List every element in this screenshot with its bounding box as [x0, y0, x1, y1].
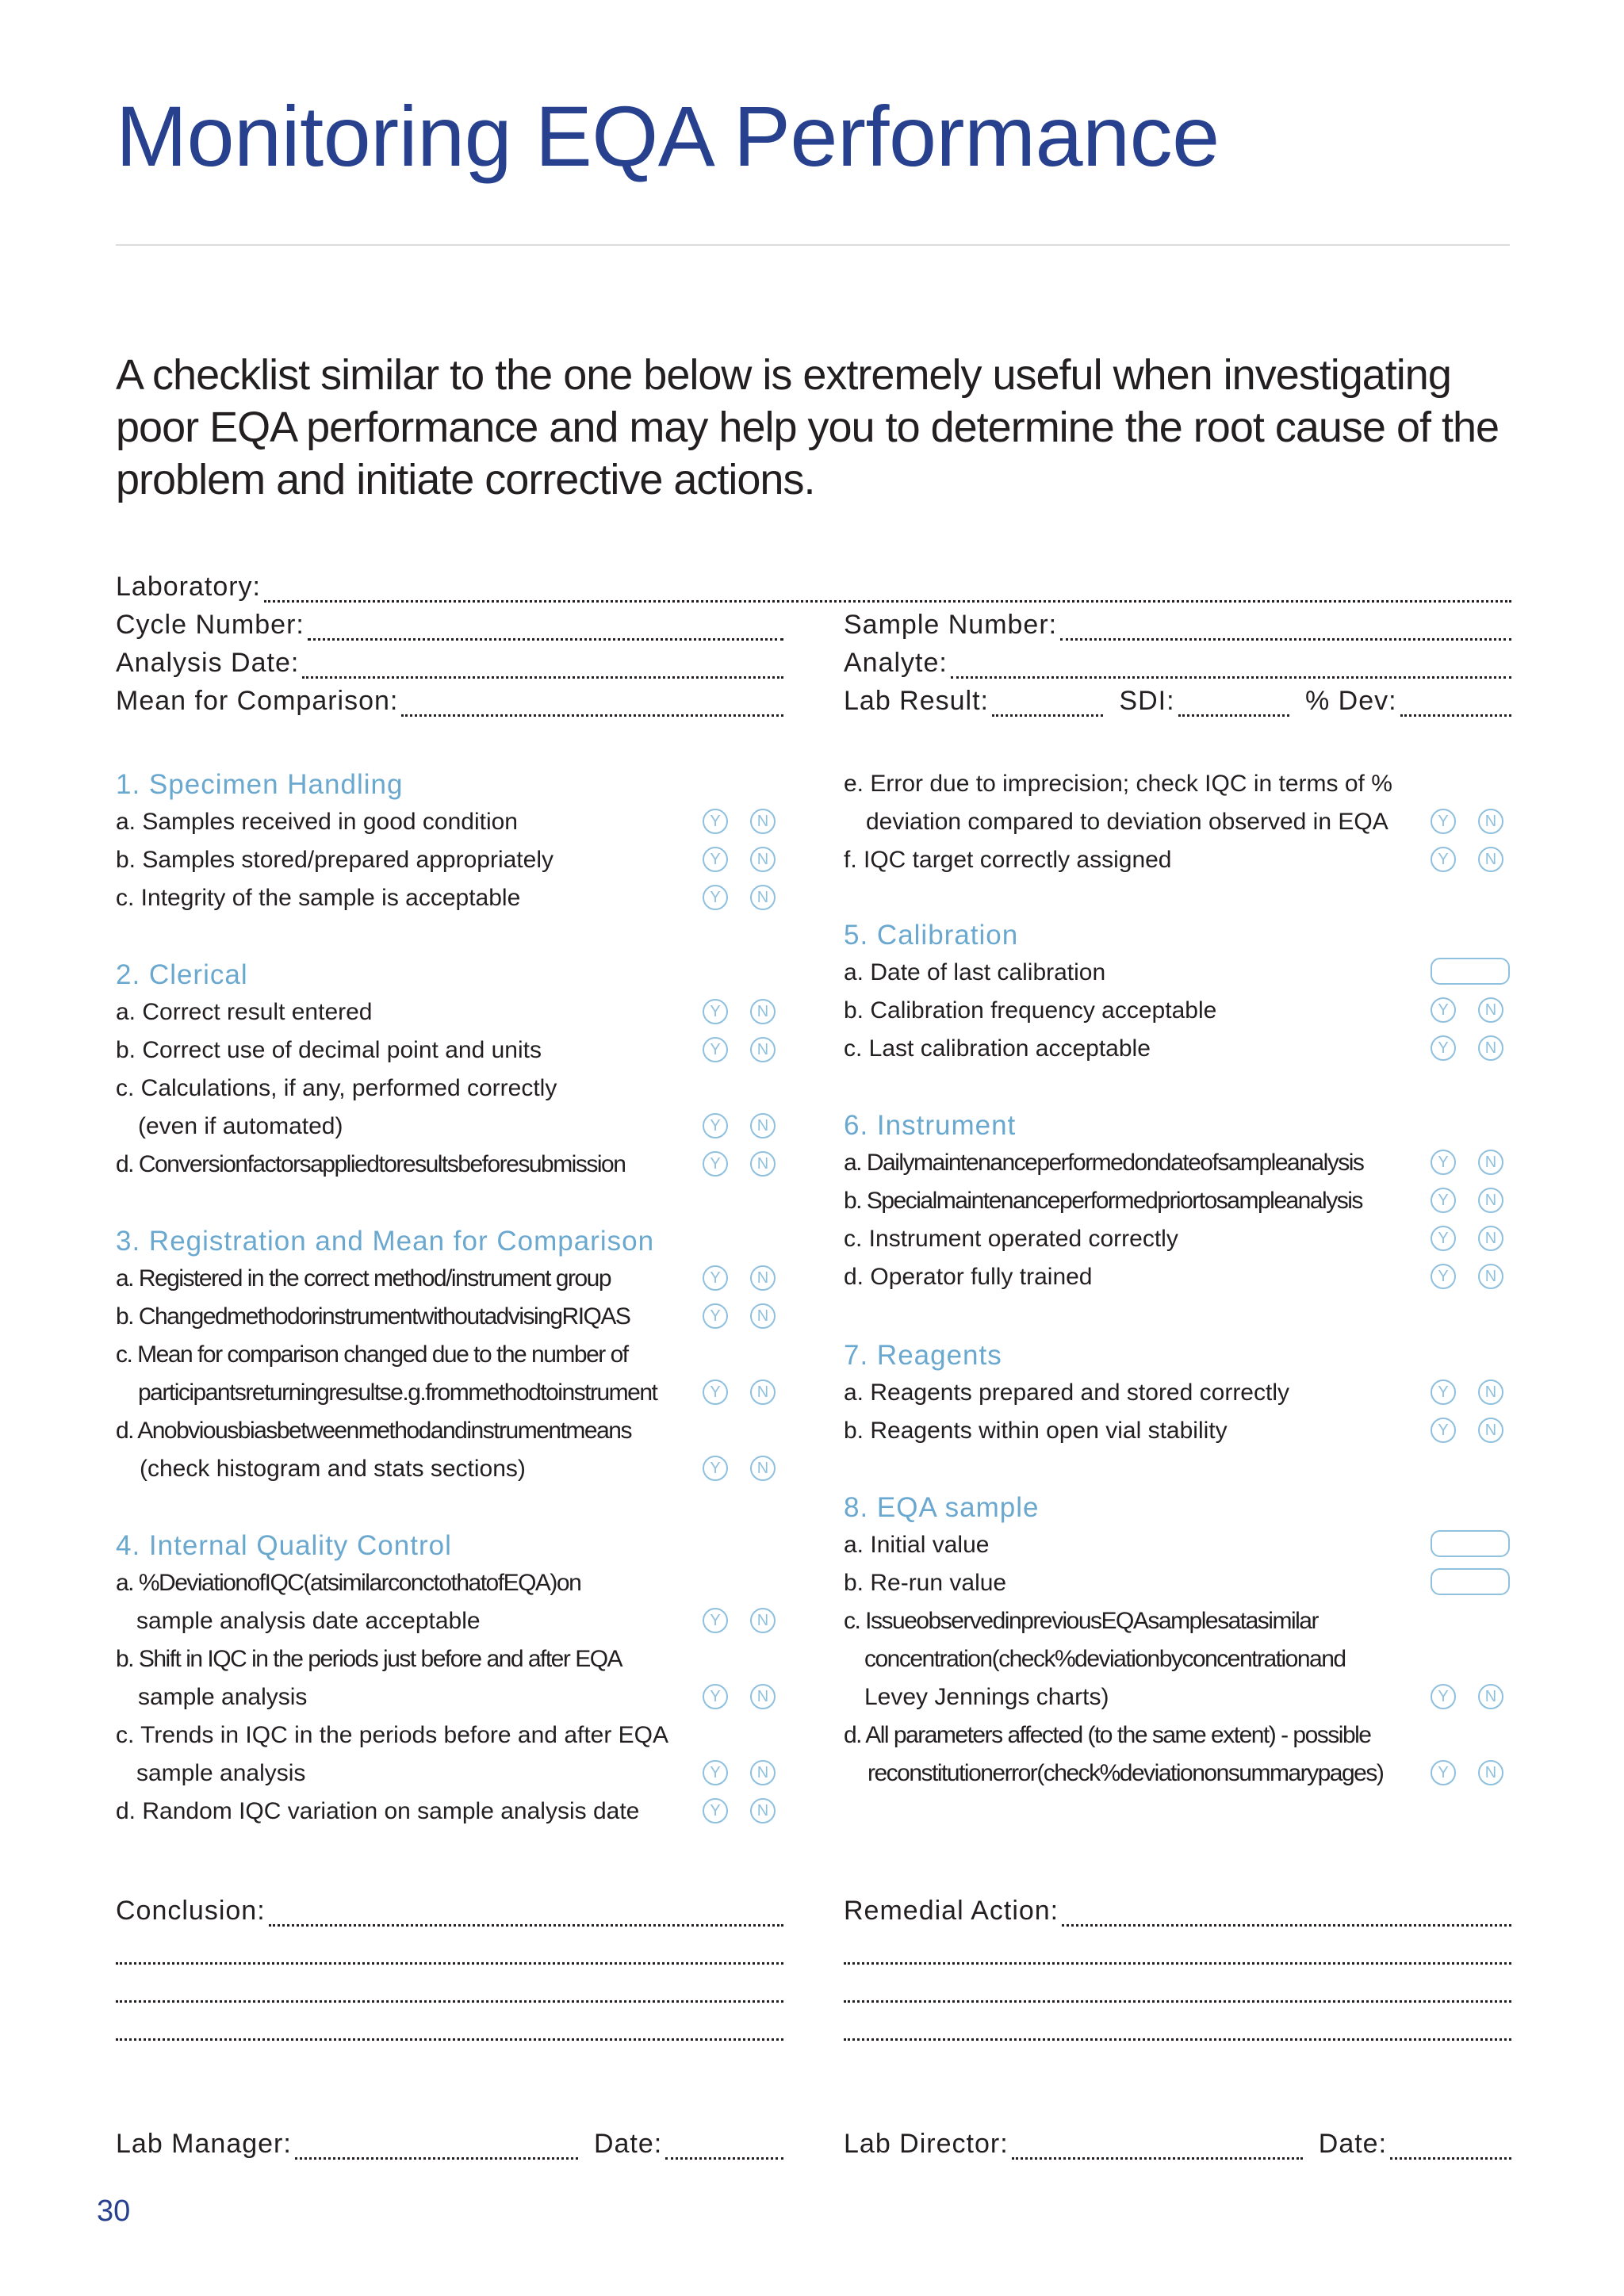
- yes-no-options: [703, 809, 776, 834]
- left-checklist-item-a-deviationofiqc-atsimilarconctothatofeq: a. %DeviationofIQC(atsimilarconctothatofEQA)on: [116, 1570, 581, 1596]
- no-option-circle[interactable]: N: [1478, 1264, 1503, 1289]
- value-entry-box[interactable]: [1431, 1568, 1510, 1595]
- sample-number-label: Sample Number:: [844, 610, 1058, 640]
- right-checklist-item-deviation-compared-to-deviation-observed: deviation compared to deviation observed in EQA: [866, 809, 1388, 835]
- page-number: 30: [97, 2195, 131, 2228]
- left-checklist-item-b-samples-stored-prepared-appropriately: b. Samples stored/prepared appropriately: [116, 847, 553, 873]
- left-section-title-3: 3. Registration and Mean for Comparison: [116, 1226, 655, 1257]
- right-checklist-item-a-reagents-prepared-and-stored-correctly: a. Reagents prepared and stored correctly: [844, 1380, 1289, 1406]
- left-checklist-item-sample-analysis-date-acceptable: sample analysis date acceptable: [136, 1608, 481, 1634]
- manager-date-line[interactable]: [665, 2133, 783, 2160]
- lab-director-row: [844, 2125, 1511, 2160]
- yes-option-circle[interactable]: Y: [1431, 1226, 1456, 1251]
- analyte-field[interactable]: [844, 644, 1511, 679]
- right-checklist-item-c-issueobservedinpreviouseqasamplesatasi: c. IssueobservedinpreviousEQAsamplesatasimilar: [844, 1608, 1318, 1634]
- yes-no-options: [703, 1151, 776, 1177]
- remedial-line-1[interactable]: [1062, 1900, 1511, 1927]
- value-entry-box[interactable]: [1431, 1530, 1510, 1557]
- no-option-circle[interactable]: N: [750, 809, 776, 834]
- no-option-circle[interactable]: N: [750, 1684, 776, 1709]
- left-section-title-2: 2. Clerical: [116, 959, 248, 990]
- right-section-title-4: 7. Reagents: [844, 1340, 1002, 1371]
- left-checklist-item-c-trends-in-iqc-in-the-periods-before-an: c. Trends in IQC in the periods before and after EQA: [116, 1722, 669, 1748]
- no-option-circle[interactable]: N: [1478, 1226, 1503, 1251]
- yes-no-options: [1431, 1380, 1503, 1405]
- no-option-circle[interactable]: N: [750, 1798, 776, 1823]
- yes-option-circle[interactable]: Y: [703, 1456, 728, 1481]
- no-option-circle[interactable]: N: [750, 847, 776, 872]
- yes-no-options: [1431, 809, 1503, 834]
- director-date-line[interactable]: [1390, 2133, 1511, 2160]
- no-option-circle[interactable]: N: [1478, 1035, 1503, 1061]
- yes-no-options: [1431, 1150, 1503, 1175]
- right-checklist-item-a-date-of-last-calibration: a. Date of last calibration: [844, 959, 1106, 985]
- right-checklist-item-b-re-run-value: b. Re-run value: [844, 1570, 1007, 1596]
- no-option-circle[interactable]: N: [1478, 847, 1503, 872]
- yes-no-options: [703, 1037, 776, 1062]
- right-checklist-item-f-iqc-target-correctly-assigned: f. IQC target correctly assigned: [844, 847, 1172, 873]
- right-section-title-3: 6. Instrument: [844, 1110, 1017, 1141]
- yes-no-options: [703, 1684, 776, 1709]
- no-option-circle[interactable]: N: [750, 1303, 776, 1329]
- yes-no-options: [1431, 1035, 1503, 1061]
- yes-option-circle[interactable]: Y: [1431, 1150, 1456, 1175]
- left-checklist-item-even-if-automated: (even if automated): [138, 1113, 343, 1139]
- right-checklist-item-a-dailymaintenanceperformedondateofsampl: a. Dailymaintenanceperformedondateofsampleanalysis: [844, 1150, 1364, 1176]
- sample-number-field[interactable]: [844, 606, 1511, 641]
- remedial-line-2[interactable]: [844, 1930, 1511, 1965]
- yes-no-options: [703, 1303, 776, 1329]
- lab-manager-row: [116, 2125, 783, 2160]
- yes-no-options: [1431, 997, 1503, 1023]
- yes-option-circle[interactable]: Y: [703, 999, 728, 1024]
- lab-result-label: Lab Result:: [844, 686, 989, 716]
- left-checklist-item-sample-analysis: sample analysis: [138, 1684, 308, 1710]
- intro-paragraph: A checklist similar to the one below is extremely useful when investigating poor EQA performance and may help you to determine the root cause of the problem and initiate corrective actions.: [116, 351, 1500, 503]
- right-checklist-item-levey-jennings-charts: Levey Jennings charts): [864, 1684, 1109, 1710]
- right-checklist-item-b-reagents-within-open-vial-stability: b. Reagents within open vial stability: [844, 1418, 1228, 1444]
- sample-number-line[interactable]: [1060, 614, 1511, 641]
- no-option-circle[interactable]: N: [750, 1608, 776, 1633]
- left-checklist-item-check-histogram-and-stats-sections: (check histogram and stats sections): [140, 1456, 526, 1482]
- yes-option-circle[interactable]: Y: [703, 1303, 728, 1329]
- right-checklist-item-b-calibration-frequency-acceptable: b. Calibration frequency acceptable: [844, 997, 1217, 1024]
- left-checklist-item-b-correct-use-of-decimal-point-and-units: b. Correct use of decimal point and units: [116, 1037, 542, 1063]
- yes-option-circle[interactable]: Y: [703, 1608, 728, 1633]
- yes-no-options: [1431, 1188, 1503, 1213]
- yes-option-circle[interactable]: Y: [1431, 1188, 1456, 1213]
- laboratory-label: Laboratory:: [116, 572, 261, 602]
- remedial-line-4[interactable]: [844, 2006, 1511, 2041]
- left-checklist-item-c-mean-for-comparison-changed-due-to-the: c. Mean for comparison changed due to the number of: [116, 1341, 628, 1368]
- left-checklist-item-b-changedmethodorinstrumentwithoutadvisi: b. ChangedmethodorinstrumentwithoutadvisingRIQAS: [116, 1303, 630, 1330]
- yes-option-circle[interactable]: Y: [703, 885, 728, 910]
- yes-no-options: [1431, 1418, 1503, 1443]
- no-option-circle[interactable]: N: [1478, 997, 1503, 1023]
- mean-for-comparison-label: Mean for Comparison:: [116, 686, 399, 716]
- no-option-circle[interactable]: N: [750, 1151, 776, 1177]
- lab-manager-line[interactable]: [295, 2133, 578, 2160]
- left-checklist-item-c-calculations-if-any-performed-correctl: c. Calculations, if any, performed correctly: [116, 1075, 557, 1101]
- right-section-title-5: 8. EQA sample: [844, 1492, 1040, 1523]
- right-checklist-item-d-all-parameters-affected-to-the-same-ex: d. All parameters affected (to the same extent) - possible: [844, 1722, 1371, 1748]
- mean-for-comparison-line[interactable]: [401, 691, 783, 717]
- no-option-circle[interactable]: N: [1478, 1150, 1503, 1175]
- yes-option-circle[interactable]: Y: [703, 1151, 728, 1177]
- left-section-title-4: 4. Internal Quality Control: [116, 1530, 452, 1561]
- left-checklist-item-a-registered-in-the-correct-method-instr: a. Registered in the correct method/instrument group: [116, 1265, 611, 1292]
- sdi-label: SDI:: [1119, 686, 1175, 716]
- yes-option-circle[interactable]: Y: [1431, 1380, 1456, 1405]
- right-checklist-item-d-operator-fully-trained: d. Operator fully trained: [844, 1264, 1093, 1290]
- left-checklist-item-a-correct-result-entered: a. Correct result entered: [116, 999, 373, 1025]
- lab-director-label: Lab Director:: [844, 2129, 1009, 2159]
- no-option-circle[interactable]: N: [1478, 1188, 1503, 1213]
- lab-manager-label: Lab Manager:: [116, 2129, 292, 2159]
- no-option-circle[interactable]: N: [750, 1760, 776, 1785]
- conclusion-label: Conclusion:: [116, 1896, 266, 1926]
- yes-option-circle[interactable]: Y: [703, 847, 728, 872]
- right-checklist-item-c-last-calibration-acceptable: c. Last calibration acceptable: [844, 1035, 1151, 1062]
- no-option-circle[interactable]: N: [750, 1380, 776, 1405]
- cycle-number-field[interactable]: [116, 606, 783, 641]
- no-option-circle[interactable]: N: [1478, 1418, 1503, 1443]
- conclusion-field[interactable]: [116, 1892, 783, 1927]
- yes-no-options: [703, 1380, 776, 1405]
- director-date-label: Date:: [1318, 2129, 1388, 2159]
- lab-result-row: [844, 682, 1511, 717]
- analyte-label: Analyte:: [844, 648, 948, 678]
- right-checklist-item-concentration-check-deviationbyconcentra: concentration(check%deviationbyconcentrationand: [864, 1646, 1346, 1672]
- right-checklist-item-e-error-due-to-imprecision-check-iqc-in-: e. Error due to imprecision; check IQC in terms of %: [844, 771, 1392, 797]
- value-entry-box[interactable]: [1431, 958, 1510, 985]
- no-option-circle[interactable]: N: [750, 1265, 776, 1291]
- left-checklist-item-participantsreturningresultse-g-frommeth: participantsreturningresultse.g.frommethodtoinstrument: [138, 1380, 657, 1406]
- yes-no-options: [703, 1760, 776, 1785]
- right-section-title-2: 5. Calibration: [844, 920, 1019, 951]
- yes-no-options: [1431, 1760, 1503, 1785]
- yes-option-circle[interactable]: Y: [703, 1037, 728, 1062]
- no-option-circle[interactable]: N: [1478, 1760, 1503, 1785]
- cycle-number-line[interactable]: [308, 614, 783, 641]
- title-divider: [116, 244, 1510, 246]
- yes-option-circle[interactable]: Y: [703, 1113, 728, 1138]
- yes-option-circle[interactable]: Y: [1431, 1264, 1456, 1289]
- conclusion-line-3[interactable]: [116, 1968, 783, 2003]
- laboratory-line[interactable]: [264, 576, 1511, 603]
- no-option-circle[interactable]: N: [750, 1456, 776, 1481]
- no-option-circle[interactable]: N: [750, 999, 776, 1024]
- no-option-circle[interactable]: N: [750, 1037, 776, 1062]
- yes-no-options: [1431, 847, 1503, 872]
- conclusion-line-1[interactable]: [269, 1900, 783, 1927]
- left-checklist-item-d-random-iqc-variation-on-sample-analysi: d. Random IQC variation on sample analysis date: [116, 1798, 640, 1824]
- analysis-date-line[interactable]: [302, 652, 783, 679]
- laboratory-field[interactable]: [116, 568, 1511, 603]
- left-section-title-1: 1. Specimen Handling: [116, 769, 404, 800]
- yes-no-options: [703, 1608, 776, 1633]
- sdi-line[interactable]: [1178, 691, 1289, 717]
- no-option-circle[interactable]: N: [750, 1113, 776, 1138]
- yes-option-circle[interactable]: Y: [1431, 1418, 1456, 1443]
- yes-no-options: [703, 1113, 776, 1138]
- no-option-circle[interactable]: N: [1478, 1684, 1503, 1709]
- right-checklist-item-b-specialmaintenanceperformedpriortosamp: b. Specialmaintenanceperformedpriortosampleanalysis: [844, 1188, 1362, 1214]
- yes-option-circle[interactable]: Y: [703, 1684, 728, 1709]
- right-checklist-item-reconstitutionerror-check-deviationonsum: reconstitutionerror(check%deviationonsummarypages): [868, 1760, 1384, 1786]
- page-title: Monitoring EQA Performance: [116, 88, 1220, 184]
- mean-for-comparison-field[interactable]: [116, 682, 783, 717]
- left-checklist-item-d-conversionfactorsappliedtoresultsbefor: d. Conversionfactorsappliedtoresultsbeforesubmission: [116, 1151, 626, 1177]
- right-checklist-item-c-instrument-operated-correctly: c. Instrument operated correctly: [844, 1226, 1178, 1252]
- yes-no-options: [1431, 1226, 1503, 1251]
- conclusion-line-4[interactable]: [116, 2006, 783, 2041]
- no-option-circle[interactable]: N: [1478, 809, 1503, 834]
- yes-option-circle[interactable]: Y: [1431, 997, 1456, 1023]
- lab-director-line[interactable]: [1012, 2133, 1303, 2160]
- left-checklist-item-a-samples-received-in-good-condition: a. Samples received in good condition: [116, 809, 518, 835]
- manager-date-label: Date:: [593, 2129, 663, 2159]
- yes-no-options: [703, 1265, 776, 1291]
- yes-no-options: [1431, 1684, 1503, 1709]
- pct-dev-label: % Dev:: [1304, 686, 1397, 716]
- yes-option-circle[interactable]: Y: [703, 1265, 728, 1291]
- yes-option-circle[interactable]: Y: [703, 1760, 728, 1785]
- lab-result-line[interactable]: [992, 691, 1103, 717]
- no-option-circle[interactable]: N: [750, 885, 776, 910]
- analysis-date-label: Analysis Date:: [116, 648, 300, 678]
- left-checklist-item-d-anobviousbiasbetweenmethodandinstrumen: d. Anobviousbiasbetweenmethodandinstrumentmeans: [116, 1418, 631, 1444]
- yes-option-circle[interactable]: Y: [1431, 1035, 1456, 1061]
- left-checklist-item-sample-analysis: sample analysis: [136, 1760, 306, 1786]
- yes-no-options: [703, 1798, 776, 1823]
- yes-no-options: [1431, 1264, 1503, 1289]
- yes-no-options: [703, 999, 776, 1024]
- analyte-line[interactable]: [951, 652, 1511, 679]
- remedial-action-label: Remedial Action:: [844, 1896, 1059, 1926]
- yes-option-circle[interactable]: Y: [703, 1380, 728, 1405]
- yes-no-options: [703, 1456, 776, 1481]
- remedial-line-3[interactable]: [844, 1968, 1511, 2003]
- right-checklist-item-a-initial-value: a. Initial value: [844, 1532, 990, 1558]
- remedial-action-field[interactable]: [844, 1892, 1511, 1927]
- pct-dev-line[interactable]: [1400, 691, 1511, 717]
- yes-no-options: [703, 847, 776, 872]
- cycle-number-label: Cycle Number:: [116, 610, 304, 640]
- yes-option-circle[interactable]: Y: [1431, 1760, 1456, 1785]
- conclusion-line-2[interactable]: [116, 1930, 783, 1965]
- yes-option-circle[interactable]: Y: [1431, 847, 1456, 872]
- left-checklist-item-b-shift-in-iqc-in-the-periods-just-befor: b. Shift in IQC in the periods just before and after EQA: [116, 1646, 622, 1672]
- left-checklist-item-c-integrity-of-the-sample-is-acceptable: c. Integrity of the sample is acceptable: [116, 885, 521, 911]
- yes-no-options: [703, 885, 776, 910]
- analysis-date-field[interactable]: [116, 644, 783, 679]
- yes-option-circle[interactable]: Y: [1431, 1684, 1456, 1709]
- yes-option-circle[interactable]: Y: [1431, 809, 1456, 834]
- yes-option-circle[interactable]: Y: [703, 1798, 728, 1823]
- no-option-circle[interactable]: N: [1478, 1380, 1503, 1405]
- yes-option-circle[interactable]: Y: [703, 809, 728, 834]
